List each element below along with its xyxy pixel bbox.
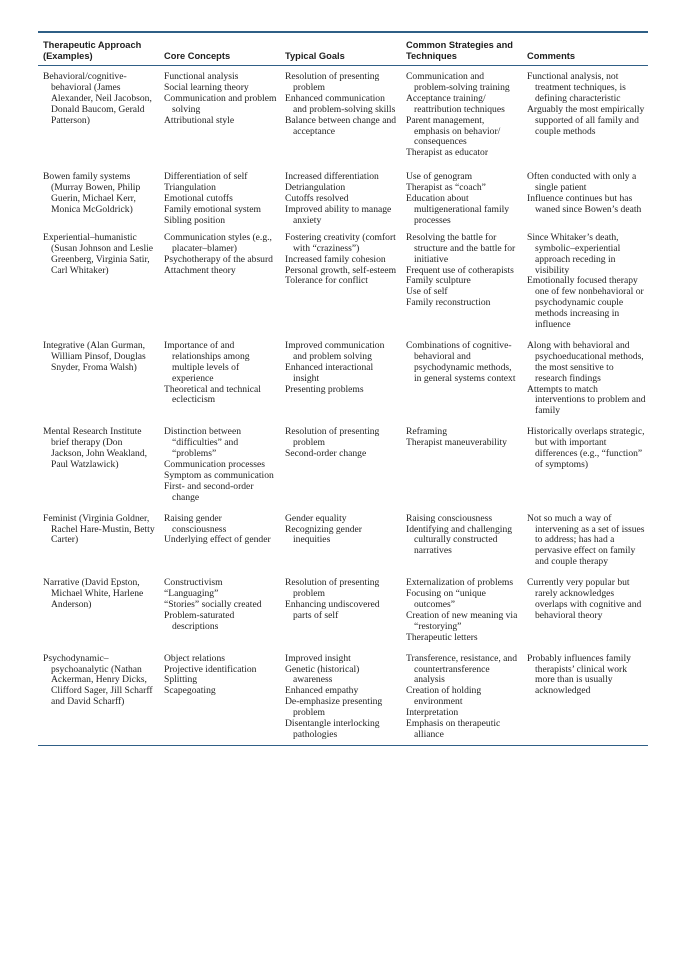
approach-line: Experiential–humanistic (Susan Johnson and Leslie Greenberg, Virginia Satir, Carl Whitaker) xyxy=(43,231,154,276)
cell-strategies xyxy=(401,341,522,417)
concepts-line: Differentiation of self xyxy=(164,171,248,183)
concepts-line: “Stories” socially created xyxy=(164,598,262,610)
goals-line: Enhancing undiscovered parts of self xyxy=(285,598,380,621)
goals-line: De-emphasize presenting problem xyxy=(285,696,383,719)
strategies-line: Resolving the battle for structure and the battle for initiative xyxy=(406,231,516,265)
cell-comments xyxy=(522,341,648,417)
strategies-line: Identifying and challenging culturally constructed narratives xyxy=(406,523,513,557)
concepts-line: Communication styles (e.g., placater–blamer) xyxy=(164,231,272,254)
cell-goals xyxy=(280,72,401,159)
concepts-line: Distinction between “difficulties” and “problems” xyxy=(164,426,241,460)
comments-line: Attempts to match interventions to problem and family xyxy=(527,383,646,417)
cell-approach xyxy=(38,233,159,331)
table-row xyxy=(38,508,648,573)
strategies-line: Parent management, emphasis on behavior/ consequences xyxy=(406,114,501,148)
comments-line: Arguably the most empirically supported of all family and couple methods xyxy=(527,103,645,137)
strategies-line: Education about multigenerational family processes xyxy=(406,193,510,226)
concepts-line: Constructivism xyxy=(164,577,223,589)
strategies-line: Combinations of cognitive-behavioral and psychodynamic methods, in general systems context xyxy=(406,339,516,384)
concepts-line: Sibling position xyxy=(164,214,226,226)
concepts-line: Underlying effect of gender xyxy=(164,534,271,546)
cell-approach xyxy=(38,514,159,569)
concepts-line: Social learning theory xyxy=(164,81,249,93)
cell-strategies xyxy=(401,654,522,741)
goals-line: Improved communication and problem solving xyxy=(285,339,385,362)
goals-line: Tolerance for conflict xyxy=(285,275,368,287)
table-header-row xyxy=(38,33,648,65)
strategies-line: Family reconstruction xyxy=(406,297,491,309)
goals-line: Presenting problems xyxy=(285,383,364,395)
strategies-line: Use of genogram xyxy=(406,171,473,183)
header-comments: Comments xyxy=(527,50,576,61)
table-row xyxy=(38,335,648,421)
strategies-line: Interpretation xyxy=(406,707,459,719)
header-strategies: Common Strategies and Techniques xyxy=(406,40,513,61)
comments-line: Emotionally focused therapy one of few nonbehavioral or psychodynamic couple methods increasing in influence xyxy=(527,275,644,331)
strategies-line: Therapist as educator xyxy=(406,147,489,159)
strategies-line: Frequent use of cotherapists xyxy=(406,264,514,276)
approach-line: Psychodynamic–psychoanalytic (Nathan Ackerman, Henry Dicks, Clifford Sager, Jill Scharff and David Scharff) xyxy=(43,652,153,708)
concepts-line: Scapegoating xyxy=(164,685,216,697)
cell-goals xyxy=(280,514,401,569)
strategies-line: Family sculpture xyxy=(406,275,471,287)
goals-line: Second-order change xyxy=(285,448,367,460)
comments-line: Currently very popular but rarely acknowledges overlaps with cognitive and behavioral theory xyxy=(527,577,642,621)
strategies-line: Emphasis on therapeutic alliance xyxy=(406,718,501,740)
table-row xyxy=(38,164,648,229)
strategies-line: Therapist as “coach” xyxy=(406,182,486,194)
goals-line: Improved insight xyxy=(285,652,351,664)
cell-comments xyxy=(522,172,648,227)
goals-line: Recognizing gender inequities xyxy=(285,523,362,546)
cell-strategies xyxy=(401,514,522,569)
goals-line: Balance between change and acceptance xyxy=(285,114,397,137)
table-row xyxy=(38,229,648,335)
comments-line: Probably influences family therapists’ clinical work more than is usually acknowledged xyxy=(527,652,631,697)
strategies-line: Use of self xyxy=(406,286,448,298)
cell-concepts xyxy=(159,233,280,331)
concepts-line: Communication processes xyxy=(164,459,265,470)
goals-line: Genetic (historical) awareness xyxy=(285,663,360,686)
cell-comments xyxy=(522,233,648,331)
goals-line: Detriangulation xyxy=(285,182,346,194)
approach-line: Narrative (David Epston, Michael White, Harlene Anderson) xyxy=(43,577,144,610)
table-row xyxy=(38,648,648,745)
concepts-line: Attributional style xyxy=(164,114,235,126)
strategies-line: Communication and problem-solving training xyxy=(406,71,510,93)
strategies-line: Focusing on “unique outcomes” xyxy=(406,588,486,610)
approach-line: Feminist (Virginia Goldner, Rachel Hare-Mustin, Betty Carter) xyxy=(43,512,155,546)
cell-strategies xyxy=(401,72,522,159)
comments-line: Along with behavioral and psychoeducational methods, the most sensitive to research findings xyxy=(527,339,644,384)
table-row xyxy=(38,572,648,647)
approach-line: Integrative (Alan Gurman, William Pinsof, Douglas Snyder, Froma Walsh) xyxy=(43,339,146,373)
table-row xyxy=(38,421,648,507)
cell-approach xyxy=(38,172,159,227)
cell-comments xyxy=(522,578,648,643)
goals-line: Increased differentiation xyxy=(285,171,379,183)
cell-comments xyxy=(522,654,648,741)
cell-approach xyxy=(38,427,159,503)
strategies-line: Therapist maneuverability xyxy=(406,437,507,449)
cell-approach xyxy=(38,341,159,417)
concepts-line: First- and second-order change xyxy=(164,480,254,503)
cell-strategies xyxy=(401,172,522,227)
cell-goals xyxy=(280,427,401,503)
cell-concepts xyxy=(159,427,280,503)
concepts-line: Symptom as communication xyxy=(164,469,274,481)
cell-concepts xyxy=(159,172,280,227)
cell-approach xyxy=(38,72,159,159)
cell-goals xyxy=(280,578,401,643)
strategies-line: Creation of new meaning via “restorying” xyxy=(406,609,518,632)
goals-line: Resolution of presenting problem xyxy=(285,426,380,449)
approach-line: Bowen family systems (Murray Bowen, Philip Guerin, Michael Kerr, Monica McGoldrick) xyxy=(43,171,141,215)
approach-line: Mental Research Institute brief therapy (Don Jackson, John Weakland, Paul Watzlawick) xyxy=(43,426,148,470)
cell-concepts xyxy=(159,514,280,569)
concepts-line: Attachment theory xyxy=(164,264,236,276)
goals-line: Resolution of presenting problem xyxy=(285,577,380,600)
table-row xyxy=(38,66,648,164)
cell-goals xyxy=(280,654,401,741)
strategies-line: Raising consciousness xyxy=(406,512,493,524)
concepts-line: Splitting xyxy=(164,674,198,686)
cell-comments xyxy=(522,514,648,569)
cell-comments xyxy=(522,427,648,503)
strategies-line: Reframing xyxy=(406,426,448,438)
cell-comments xyxy=(522,72,648,159)
cell-goals xyxy=(280,233,401,331)
comments-line: Often conducted with only a single patient xyxy=(527,171,637,194)
strategies-line: Externalization of problems xyxy=(406,577,514,589)
goals-line: Resolution of presenting problem xyxy=(285,71,380,93)
goals-line: Increased family cohesion xyxy=(285,253,386,265)
concepts-line: Emotional cutoffs xyxy=(164,193,233,205)
concepts-line: Raising gender consciousness xyxy=(164,512,227,535)
goals-line: Enhanced interactional insight xyxy=(285,361,374,384)
cell-approach xyxy=(38,578,159,643)
goals-line: Gender equality xyxy=(285,512,347,524)
table-bottom-rule xyxy=(38,745,648,746)
concepts-line: Problem-saturated descriptions xyxy=(164,609,235,632)
goals-line: Fostering creativity (comfort with “craziness”) xyxy=(285,231,396,254)
concepts-line: Communication and problem solving xyxy=(164,92,277,115)
cell-strategies xyxy=(401,233,522,331)
header-goals: Typical Goals xyxy=(285,50,345,61)
concepts-line: Triangulation xyxy=(164,182,216,194)
table-body xyxy=(38,66,648,745)
cell-concepts xyxy=(159,72,280,159)
goals-line: Cutoffs resolved xyxy=(285,193,349,205)
goals-line: Enhanced communication and problem-solving skills xyxy=(285,92,396,115)
concepts-line: Projective identification xyxy=(164,663,257,675)
approach-line: Behavioral/cognitive-behavioral (James Alexander, Neil Jacobson, Donald Baucom, Gerald Patterson) xyxy=(43,71,152,126)
strategies-line: Therapeutic letters xyxy=(406,631,478,643)
cell-approach xyxy=(38,654,159,741)
goals-line: Disentangle interlocking pathologies xyxy=(285,718,380,740)
concepts-line: Psychotherapy of the absurd xyxy=(164,253,273,265)
strategies-line: Transference, resistance, and countertransference analysis xyxy=(406,652,517,686)
strategies-line: Creation of holding environment xyxy=(406,685,482,708)
cell-strategies xyxy=(401,427,522,503)
concepts-line: Functional analysis xyxy=(164,71,239,82)
comments-line: Functional analysis, not treatment techniques, is defining characteristic xyxy=(527,71,626,104)
comments-line: Not so much a way of intervening as a set of issues to address; has had a pervasive effect on family and couple therapy xyxy=(527,512,645,568)
cell-goals xyxy=(280,341,401,417)
goals-line: Enhanced empathy xyxy=(285,685,359,697)
comments-line: Historically overlaps strategic, but with important differences (e.g., “function” of symptoms) xyxy=(527,426,645,470)
cell-strategies xyxy=(401,578,522,643)
goals-line: Improved ability to manage anxiety xyxy=(285,203,392,226)
concepts-line: “Languaging” xyxy=(164,588,219,600)
cell-concepts xyxy=(159,654,280,741)
concepts-line: Object relations xyxy=(164,652,226,664)
header-approach: Therapeutic Approach (Examples) xyxy=(43,40,142,61)
approaches-table xyxy=(38,31,648,746)
cell-concepts xyxy=(159,341,280,417)
concepts-line: Theoretical and technical eclecticism xyxy=(164,383,261,406)
header-concepts: Core Concepts xyxy=(164,50,231,61)
goals-line: Personal growth, self-esteem xyxy=(285,264,397,276)
strategies-line: Acceptance training/ reattribution techniques xyxy=(406,92,505,115)
cell-concepts xyxy=(159,578,280,643)
comments-line: Influence continues but has waned since Bowen’s death xyxy=(527,193,642,215)
comments-line: Since Whitaker’s death, symbolic–experiential approach receding in visibility xyxy=(527,231,621,276)
concepts-line: Importance of and relationships among multiple levels of experience xyxy=(164,339,250,384)
concepts-line: Family emotional system xyxy=(164,203,261,215)
cell-goals xyxy=(280,172,401,227)
